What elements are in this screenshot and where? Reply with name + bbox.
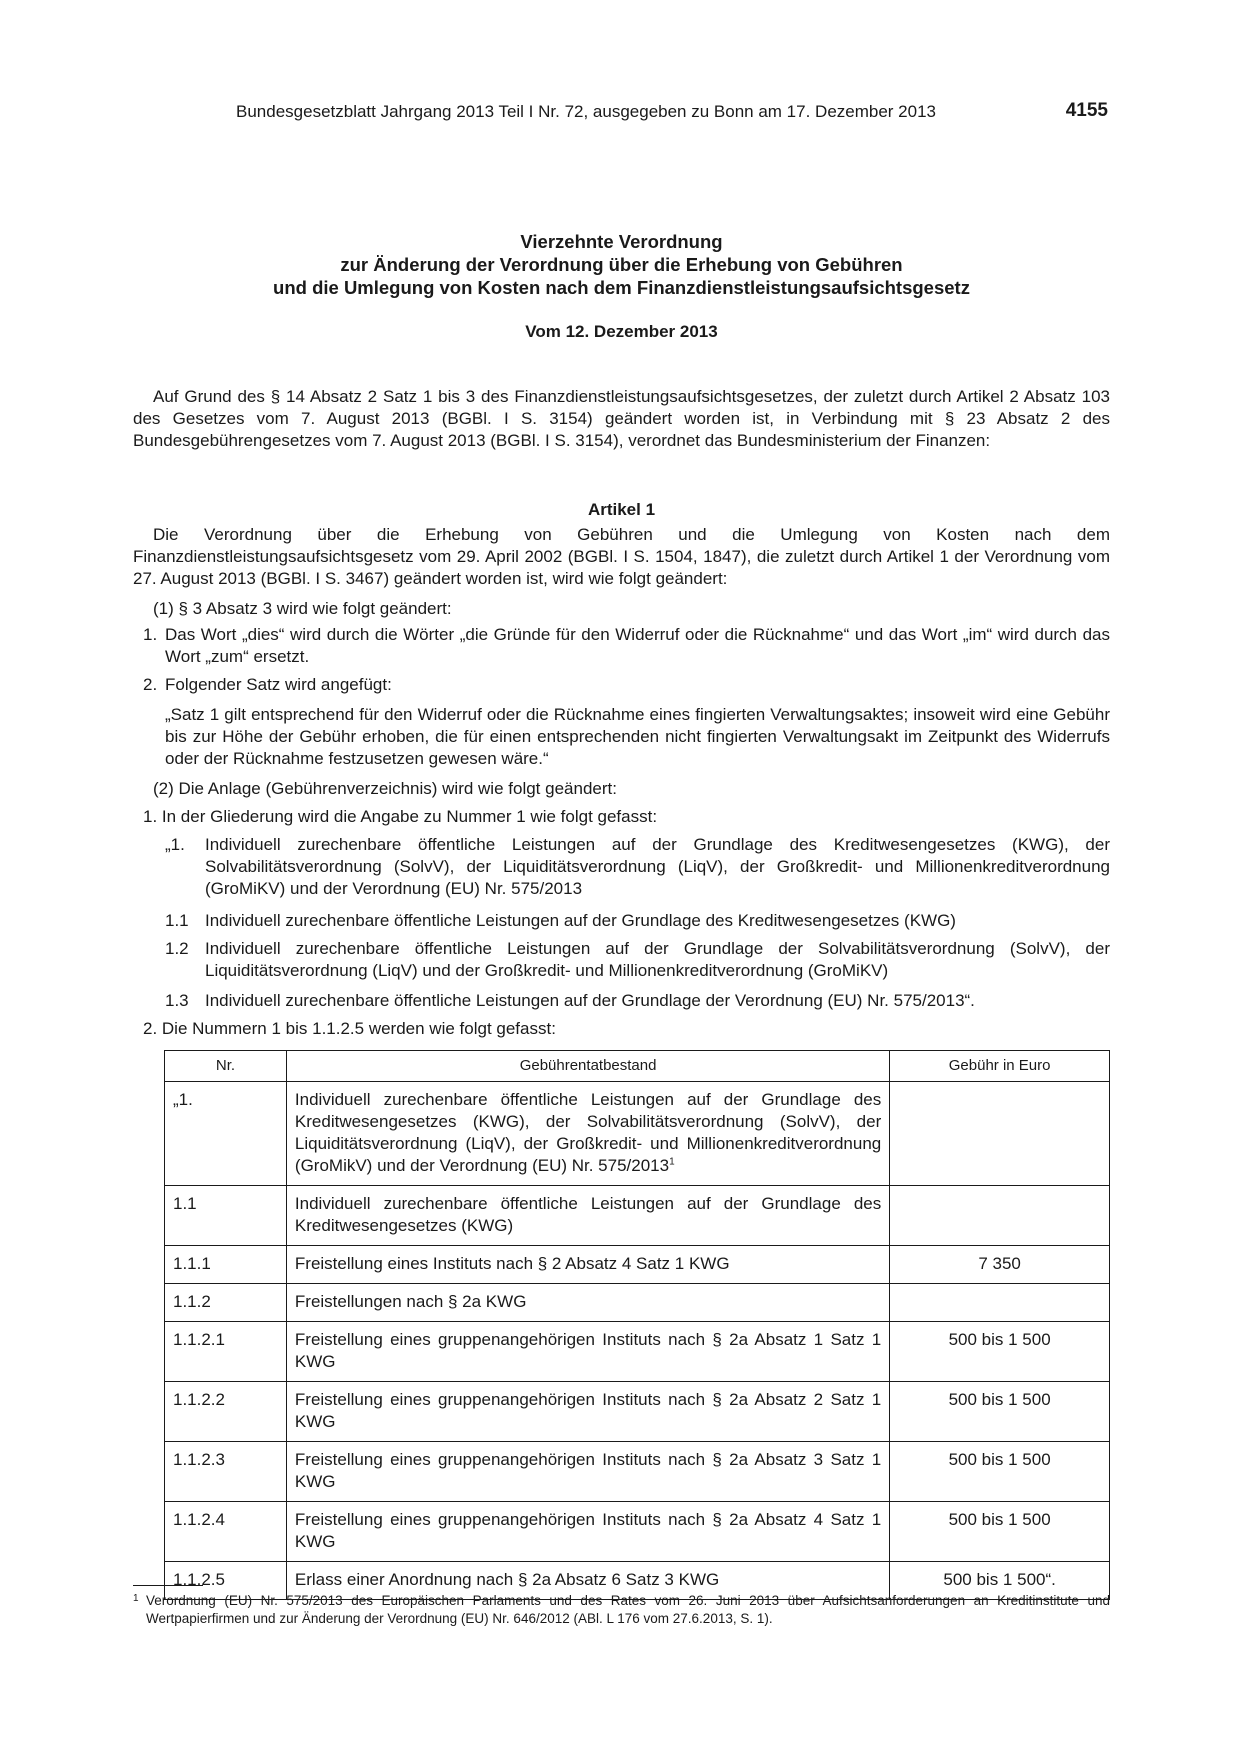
footnote-text: Verordnung (EU) Nr. 575/2013 des Europäischen Parlaments und des Rates vom 26. Juni 2013 über Aufsichtsanforderungen an Kreditinstitute und Wertpapierfirmen und zur Änderung der Verordnung (EU) Nr. 646/2012 (ABl. L 176 vom 27.6.2013, S. 1).: [146, 1593, 1110, 1626]
outline-item-num: 1.1: [165, 911, 189, 930]
cell-nr: 1.1.1: [165, 1246, 287, 1284]
table-row: [165, 1284, 1110, 1322]
cell-nr: 1.1.2.2: [165, 1382, 287, 1442]
cell-desc-text: Individuell zurechenbare öffentliche Leistungen auf der Grundlage des Kreditwesengesetzes (KWG), der Solvabilitätsverordnung (SolvV), der Liquiditätsverordnung (LiqV), der Großkredit- und Millionenkreditverordnung (GroMikV) und der Verordnung (EU) Nr. 575/2013: [294, 1090, 882, 1175]
outline-item-num: „1.: [165, 835, 185, 854]
cell-desc: Individuell zurechenbare öffentliche Leistungen auf der Grundlage des Kreditwesengesetzes (KWG): [286, 1186, 889, 1246]
table-row: [165, 1246, 1110, 1284]
table-row: [165, 1502, 1110, 1562]
cell-desc: Freistellungen nach § 2a KWG: [286, 1284, 889, 1322]
cell-nr: 1.1: [165, 1186, 287, 1246]
cell-desc: Erlass einer Anordnung nach § 2a Absatz 6 Satz 3 KWG: [286, 1562, 889, 1600]
cell-desc: Freistellung eines gruppenangehörigen Instituts nach § 2a Absatz 3 Satz 1 KWG: [286, 1442, 889, 1502]
outline-item-text: Individuell zurechenbare öffentliche Leistungen auf der Grundlage der Solvabilitätsverordnung (SolvV), der Liquiditätsverordnung (LiqV) und der Großkredit- und Millionenkreditverordnung (GroMiKV): [205, 939, 1110, 980]
footnote-divider: [133, 1585, 203, 1586]
section1-heading-text: (1) § 3 Absatz 3 wird wie folgt geändert:: [153, 599, 452, 618]
cell-nr: 1.1.2: [165, 1284, 287, 1322]
outline-item-text: Individuell zurechenbare öffentliche Leistungen auf der Grundlage des Kreditwesengesetzes (KWG): [205, 911, 956, 930]
cell-fee: [890, 1186, 1110, 1246]
header-nr: Nr.: [165, 1051, 287, 1082]
section1-item-1-num: 1.: [143, 625, 158, 644]
cell-desc: [286, 1082, 889, 1186]
cell-nr: 1.1.2.3: [165, 1442, 287, 1502]
title-line-3: und die Umlegung von Kosten nach dem Finanzdienstleistungsaufsichtsgesetz: [273, 277, 970, 298]
artikel-heading: Artikel 1: [587, 500, 656, 519]
section2-heading-text: (2) Die Anlage (Gebührenverzeichnis) wird wie folgt geändert:: [153, 779, 617, 798]
section1-item-2-num: 2.: [143, 675, 158, 694]
title-line-1: Vierzehnte Verordnung: [520, 231, 723, 252]
section1-quote-text: „Satz 1 gilt entsprechend für den Widerruf oder die Rücknahme eines fingierten Verwaltungsaktes; insoweit wird eine Gebühr bis zur Höhe der Gebühr erhoben, die für einen entsprechenden nicht fingierten Verwaltungsakt im Zeitpunkt des Widerrufs oder der Rücknahme festzusetzen gewesen wäre.“: [165, 705, 1110, 768]
table-row: [165, 1442, 1110, 1502]
running-header: [133, 100, 1110, 128]
section1-item-2-text: Folgender Satz wird angefügt:: [165, 675, 392, 694]
table-row: [165, 1382, 1110, 1442]
artikel-paragraph: Die Verordnung über die Erhebung von Gebühren und die Umlegung von Kosten nach dem Finanzdienstleistungsaufsichtsgesetz vom 29. April 2002 (BGBl. I S. 1504, 1847), die zuletzt durch Artikel 1 der Verordnung vom 27. August 2013 (BGBl. I S. 3467) geändert worden ist, wird wie folgt geändert:: [133, 525, 1110, 588]
cell-fee: [890, 1284, 1110, 1322]
cell-fee: 500 bis 1 500: [890, 1322, 1110, 1382]
cell-nr: 1.1.2.1: [165, 1322, 287, 1382]
outline-item-num: 1.3: [165, 991, 189, 1010]
header-gebuehrentatbestand: Gebührentatbestand: [286, 1051, 889, 1082]
cell-fee: [890, 1082, 1110, 1186]
cell-fee: 500 bis 1 500: [890, 1382, 1110, 1442]
header-gebuehr: Gebühr in Euro: [890, 1051, 1110, 1082]
page-number: 4155: [1065, 100, 1108, 121]
cell-desc: Freistellung eines Instituts nach § 2 Absatz 4 Satz 1 KWG: [286, 1246, 889, 1284]
document-date: Vom 12. Dezember 2013: [525, 322, 718, 341]
title-line-2: zur Änderung der Verordnung über die Erhebung von Gebühren: [340, 254, 903, 275]
footnote-ref: 1: [669, 1156, 675, 1168]
section2-item-1-text: 1. In der Gliederung wird die Angabe zu Nummer 1 wie folgt gefasst:: [143, 807, 658, 826]
cell-desc: Freistellung eines gruppenangehörigen Instituts nach § 2a Absatz 2 Satz 1 KWG: [286, 1382, 889, 1442]
section1-item-1-text: Das Wort „dies“ wird durch die Wörter „die Gründe für den Widerruf oder die Rücknahme“ und das Wort „im“ wird durch das Wort „zum“ ersetzt.: [165, 625, 1110, 666]
cell-fee: 500 bis 1 500“.: [890, 1562, 1110, 1600]
outline-item-num: 1.2: [165, 939, 189, 958]
cell-desc: Freistellung eines gruppenangehörigen Instituts nach § 2a Absatz 1 Satz 1 KWG: [286, 1322, 889, 1382]
cell-nr: 1.1.2.5: [165, 1562, 287, 1600]
running-title: Bundesgesetzblatt Jahrgang 2013 Teil I Nr. 72, ausgegeben zu Bonn am 17. Dezember 2013: [236, 102, 936, 121]
document-title: [133, 230, 1110, 299]
table-row: [165, 1082, 1110, 1186]
cell-fee: 7 350: [890, 1246, 1110, 1284]
cell-fee: 500 bis 1 500: [890, 1442, 1110, 1502]
table-row: [165, 1186, 1110, 1246]
section2-item-2-text: 2. Die Nummern 1 bis 1.1.2.5 werden wie folgt gefasst:: [143, 1019, 556, 1038]
table-header-row: [165, 1051, 1110, 1082]
cell-nr: „1.: [165, 1082, 287, 1186]
outline-item-text: Individuell zurechenbare öffentliche Leistungen auf der Grundlage der Verordnung (EU) Nr. 575/2013“.: [205, 991, 975, 1010]
intro-paragraph: Auf Grund des § 14 Absatz 2 Satz 1 bis 3 des Finanzdienstleistungsaufsichtsgesetzes, der zuletzt durch Artikel 2 Absatz 103 des Gesetzes vom 7. August 2013 (BGBl. I S. 3154) geändert worden ist, in Verbindung mit § 23 Absatz 2 des Bundesgebührengesetzes vom 7. August 2013 (BGBl. I S. 3154), verordnet das Bundesministerium der Finanzen:: [133, 387, 1110, 450]
cell-nr: 1.1.2.4: [165, 1502, 287, 1562]
outline-item-text: Individuell zurechenbare öffentliche Leistungen auf der Grundlage des Kreditwesengesetzes (KWG), der Solvabilitätsverordnung (SolvV), der Liquiditätsverordnung (LiqV), der Großkredit- und Millionenkreditverordnung (GroMiKV) und der Verordnung (EU) Nr. 575/2013: [205, 835, 1110, 898]
fee-table: [164, 1050, 1110, 1600]
cell-desc: Freistellung eines gruppenangehörigen Instituts nach § 2a Absatz 4 Satz 1 KWG: [286, 1502, 889, 1562]
footnote-mark: 1: [133, 1593, 139, 1604]
cell-fee: 500 bis 1 500: [890, 1502, 1110, 1562]
table-row: [165, 1322, 1110, 1382]
